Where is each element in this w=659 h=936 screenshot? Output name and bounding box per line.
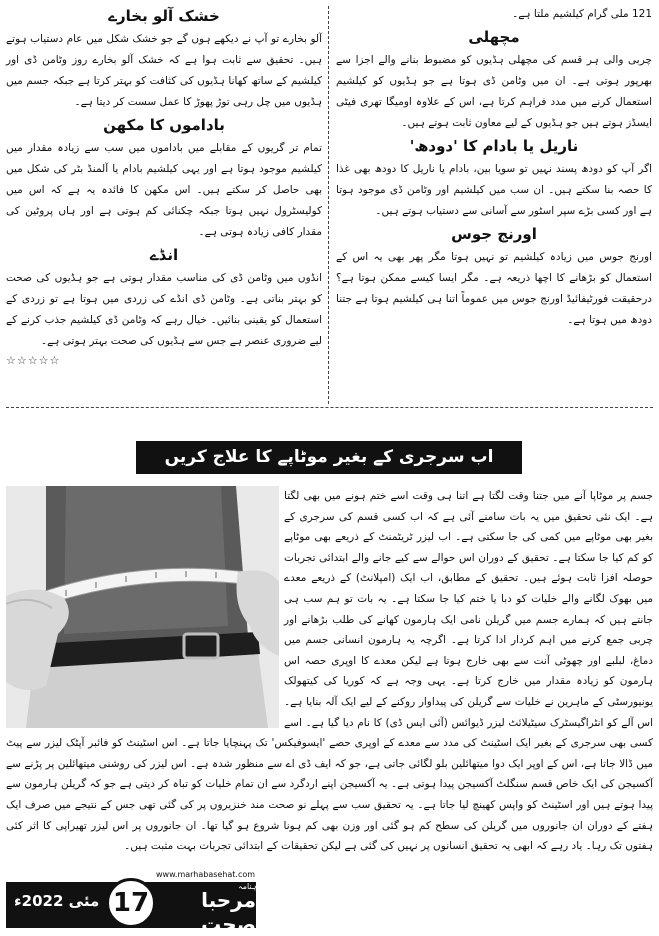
column-divider xyxy=(328,6,329,404)
right-top-line: 121 ملی گرام کیلشیم ملتا ہے۔ xyxy=(512,8,652,20)
section-text: چربی والی ہر قسم کی مچھلی ہڈیوں کو مضبوط بنانے والے اجزا سے بھرپور ہوتی ہے۔ ان میں وٹامن ڈی ہوتا ہے جو ہڈیوں کو کیلشیم استعمال کرنے میں مدد فراہم کرتا ہے، اس کے علاوہ اومیگا تھری فیٹی ایسڈز ہوتے ہیں جو ہڈیوں کے لیے معاون ثابت ہوتے ہیں۔ xyxy=(336,54,652,129)
section-heading: انڈے xyxy=(149,246,179,264)
article-banner-title: اب سرجری کے بغیر موٹاپے کا علاج کریں xyxy=(136,441,522,474)
section-heading: مچھلی xyxy=(468,28,520,46)
section-almond-butter xyxy=(6,115,322,243)
section-heading: ناریل یا بادام کا 'دودھ' xyxy=(409,137,579,155)
waist-measuring-photo xyxy=(6,486,279,728)
section-dried-prunes xyxy=(6,6,322,113)
section-coconut-almond-milk xyxy=(336,136,652,222)
issue-date: مئی 2022ء xyxy=(14,892,100,910)
right-column xyxy=(336,4,652,404)
page-footer xyxy=(6,870,653,936)
section-text: تمام تر گریوں کے مقابلے میں باداموں میں سب سے زیادہ مقدار میں کیلشیم موجود ہوتا ہے اور یہی کیلشیم بادام یا آلمنڈ بٹر کی شکل میں بھی حاصل کر سکتے ہیں۔ اس مکھن کا فائدہ یہ ہے کہ اس میں کولیسٹرول نہیں ہوتا جبکہ چکنائی کم ہوتی ہے اور ہاں پروٹین کی مقدار کافی زیادہ ہوتی ہے۔ xyxy=(6,142,322,238)
section-heading: اورنج جوس xyxy=(451,225,537,243)
magazine-url: www.marhabasehat.com xyxy=(156,870,256,879)
article-body: جسم پر موٹاپا آنے میں جتنا وقت لگتا ہے اتنا ہی وقت اسے ختم ہونے میں بھی لگتا ہے۔ ایک نئی تحقیق میں یہ بات سامنے آئی ہے کہ اب کسی قسم کی سرجری کے بغیر بھی موٹاپے میں کمی کی جا سکتی ہے۔ اب لیزر ٹریٹمنٹ کے ذریعے بھی موٹاپے کو کم کیا جا سکتا ہے۔ تحقیق کے دوران اس حوالے سے کیے جانے والے ابتدائی تجربات حوصلہ افزا ثابت ہوئے ہیں۔ تحقیق کے مطابق، اب ایک (امپلانٹ) کے ذریعے معدے میں بھوک لگانے والے خلیات کو دبا یا ختم کیا جا سکتا ہے۔ یہ بات تو ہم سب ہی جانتے ہیں کہ ہمارے جسم میں گریلن نامی ایک ہارمون کھانے کی طلب بڑھانے اور چربی جمع کرنے میں اہم کردار ادا کرتا ہے۔ اگرچہ یہ ہارمون انسانی جسم میں دماغ، لبلبے اور چھوٹی آنت سے بھی خارج ہوتا ہے لیکن معدے کا اوپری حصہ اس ہارمون کو زیادہ مقدار میں خارج کرتا ہے۔ یہی وجہ ہے کہ کوریا کی کیتھولک یونیورسٹی کے ماہرین نے خلیات سے گریلن کی پیداوار روکنے کے لیے ایک آلہ بنایا ہے۔ اس آلے کو انٹراگیسٹرک سیٹیلائٹ لیزر ڈیوائس (آئی ایس ڈی) کا نام دیا گیا ہے۔ اسے کسی بھی سرجری کے بغیر ایک اسٹینٹ کی مدد سے معدے کے اوپری حصے 'ایسوفیکس' تک پہنچایا جاتا ہے۔ اس اسٹینٹ کو فائبر آپٹک لیزر سے پیٹ میں ڈالا جاتا ہے، اس کے اوپر ایک دوا میتھائلین بلو لگائی جاتی ہے، جو کہ ایف ڈی اے سے منظور شدہ ہے۔ اس لیزر کی روشنی میتھائلین پر پڑنے سے آکسیجن کی ایک خاص قسم سنگلٹ آکسیجن پیدا ہوتی ہے۔ یہ آکسیجن اپنے اردگرد سے ان تمام خلیات کو تباہ کر دیتی ہے جو کہ گریلن ہارمون سے پیدا ہوتے ہیں اور اسٹینٹ کو واپس کھینچ لیا جاتا ہے۔ یہ تحقیق سب سے پہلے نو صحت مند خنزیروں پر کی گئی تھی جس کے نتیجے میں صرف ایک ہفتے کے دوران ان جانوروں میں گریلن کی سطح کم ہو گئی اور وزن بھی کم ہونا شروع ہو گیا تھا۔ ان جانوروں پر اس لیزر تھیراپی کا اثر کئی ہفتوں تک رہا۔ یاد رہے کہ ابھی یہ تحقیق انسانوں پر نہیں کی گئی ہے لیکن تحقیقات کے ابتدائی تجربات بہت مثبت ہیں۔ xyxy=(6,490,653,853)
magazine-name: مرحبا صحت xyxy=(201,888,256,936)
left-column xyxy=(6,4,322,404)
section-divider xyxy=(6,407,653,408)
section-text: آلو بخارے تو آپ نے دیکھے ہوں گے جو خشک شکل میں عام دستیاب ہوتے ہیں۔ تحقیق سے ثابت ہوا ہے کہ خشک آلو بخارے روز وٹامن ڈی اور کیلشیم کے ساتھ کھانا ہڈیوں کی کثافت کو بہتر کرتا ہے جبکہ جسم میں ہڈیوں میں چل رہی توڑ پھوڑ کا عمل سست کر دیتا ہے۔ xyxy=(6,33,322,108)
waist-illustration-icon xyxy=(6,486,279,728)
section-fish xyxy=(336,27,652,134)
magazine-kind: ماہنامہ xyxy=(238,882,264,891)
star-divider: ☆☆☆☆☆ xyxy=(6,354,61,367)
section-text: اگر آپ کو دودھ پسند نہیں تو سویا بین، بادام یا ناریل کا دودھ بھی غذا کا حصہ بنا سکتے ہیں۔ ان سب میں کیلشیم اور وٹامن ڈی موجود ہوتا ہے اور کسی بڑے سپر اسٹور سے آسانی سے دستیاب ہوتے ہیں۔ xyxy=(336,163,652,217)
page-number: 17 xyxy=(106,878,156,928)
section-heading: خشک آلو بخارے xyxy=(108,7,220,25)
section-heading: باداموں کا مکھن xyxy=(103,116,225,134)
section-orange-juice xyxy=(336,224,652,331)
section-text: انڈوں میں وٹامن ڈی کی مناسب مقدار ہوتی ہے جو ہڈیوں کی صحت کو بہتر بناتی ہے۔ وٹامن ڈی انڈے کی زردی میں ہوتا ہے تو زردی کے استعمال کو یقینی بنائیں۔ خیال رہے کہ وٹامن ڈی کیلشیم جذب کرنے کے لیے ضروری عنصر ہے جس سے ہڈیوں کی صحت بہتر ہوتی ہے۔ xyxy=(6,272,322,347)
section-eggs xyxy=(6,245,322,367)
section-text: اورنج جوس میں زیادہ کیلشیم تو نہیں ہوتا مگر پھر بھی یہ اس کے استعمال کو بڑھانے کا اچھا ذریعہ ہے۔ مگر ایسا کیسے ممکن ہوتا ہے؟ درحقیقت فورٹیفائیڈ اورنج جوس میں عموماً اتنا ہی کیلشیم ہوتا ہے جتنا دودھ میں ہوتا ہے۔ xyxy=(336,251,652,326)
